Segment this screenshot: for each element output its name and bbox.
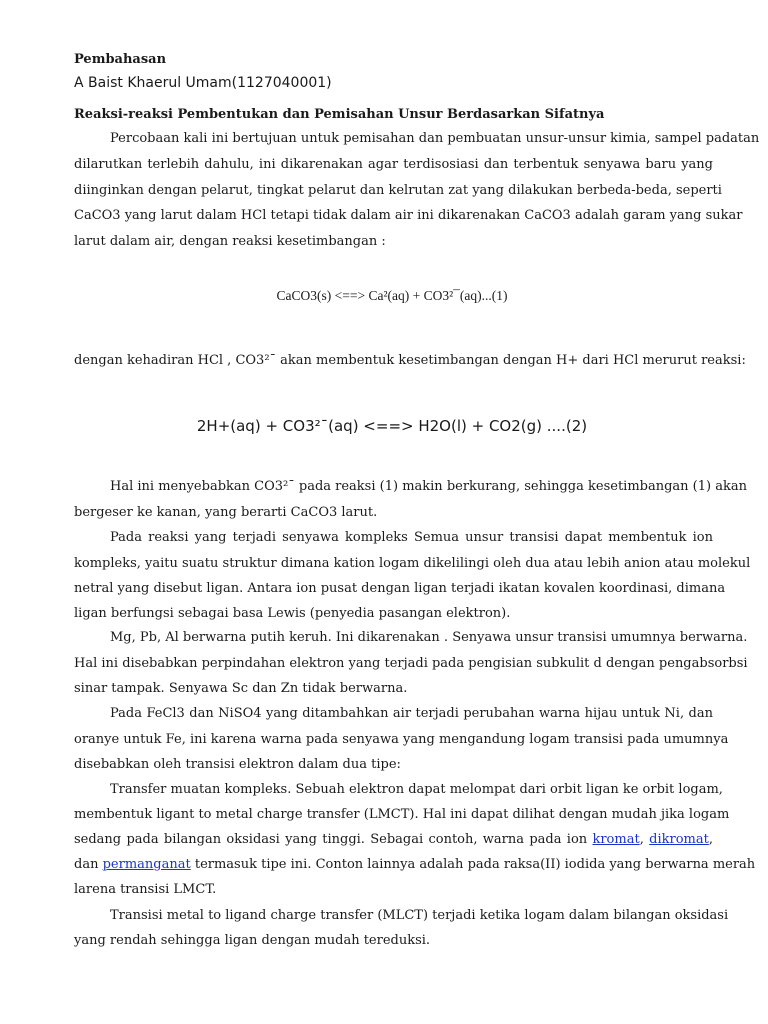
para7-line5: larena transisi LMCT. bbox=[74, 882, 217, 897]
para4-line3: netral yang disebut ligan. Antara ion pusat dengan ligan terjadi ikatan kovalen koordinasi, dimana bbox=[74, 581, 726, 596]
para8-line1: Transisi metal to ligand charge transfer (MLCT) terjadi ketika logam dalam bilangan oksidasi bbox=[110, 908, 729, 923]
para7-line4 bbox=[74, 857, 755, 872]
para6-line1: Pada FeCl3 dan NiSO4 yang ditambahkan air terjadi perubahan warna hijau untuk Ni, dan bbox=[110, 706, 713, 721]
link-separator: , bbox=[639, 832, 644, 847]
sentence-hcl: dengan kehadiran HCl , CO3²¯ akan membentuk kesetimbangan dengan H+ dari HCl merurut reaksi: bbox=[74, 353, 746, 368]
equation-2: 2H+(aq) + CO3²¯(aq) <==> H2O(l) + CO2(g) ....(2) bbox=[196, 417, 588, 435]
para4-line4: ligan berfungsi sebagai basa Lewis (penyedia pasangan elektron). bbox=[74, 606, 511, 621]
para3-line2: bergeser ke kanan, yang berarti CaCO3 larut. bbox=[74, 505, 378, 520]
para5-line3: sinar tampak. Senyawa Sc dan Zn tidak berwarna. bbox=[74, 681, 408, 696]
para8-line2: yang rendah sehingga ligan dengan mudah tereduksi. bbox=[74, 933, 431, 948]
para7-line2: membentuk ligant to metal charge transfer (LMCT). Hal ini dapat dilihat dengan mudah jika logam bbox=[74, 807, 730, 822]
author-line: A Baist Khaerul Umam(1127040001) bbox=[74, 75, 332, 91]
para7-line1: Transfer muatan kompleks. Sebuah elektron dapat melompat dari orbit ligan ke orbit logam, bbox=[110, 782, 723, 797]
section-heading: Pembahasan bbox=[74, 52, 167, 67]
para1-line1: Percobaan kali ini bertujuan untuk pemisahan dan pembuatan unsur-unsur kimia, sampel padatan bbox=[110, 131, 760, 146]
link-kromat[interactable]: kromat bbox=[592, 832, 640, 847]
para7-line4-post: termasuk tipe ini. Conton lainnya adalah pada raksa(II) iodida yang berwarna merah bbox=[194, 857, 756, 872]
para6-line3: disebabkan oleh transisi elektron dalam dua tipe: bbox=[74, 757, 401, 772]
para6-line2: oranye untuk Fe, ini karena warna pada senyawa yang mengandung logam transisi pada umumnya bbox=[74, 732, 729, 747]
link-permanganat[interactable]: permanganat bbox=[102, 857, 191, 872]
para1-line3: diinginkan dengan pelarut, tingkat pelarut dan kelrutan zat yang dilakukan berbeda-beda, seperti bbox=[74, 183, 722, 198]
document-title: Reaksi-reaksi Pembentukan dan Pemisahan Unsur Berdasarkan Sifatnya bbox=[74, 107, 605, 122]
para5-line1: Mg, Pb, Al berwarna putih keruh. Ini dikarenakan . Senyawa unsur transisi umumnya berwarna. bbox=[110, 630, 748, 645]
para1-line2: dilarutkan terlebih dahulu, ini dikarenakan agar terdisosiasi dan terbentuk senyawa baru yang bbox=[74, 157, 713, 172]
para3-line1: Hal ini menyebabkan CO3²¯ pada reaksi (1) makin berkurang, sehingga kesetimbangan (1) akan bbox=[110, 479, 747, 494]
para7-line3-text: sedang pada bilangan oksidasi yang tinggi. Sebagai contoh, warna pada ion bbox=[74, 832, 588, 847]
equation-1: CaCO3(s) <==> Ca²(aq) + CO3²¯(aq)...(1) bbox=[276, 288, 508, 303]
para4-line2: kompleks, yaitu suatu struktur dimana kation logam dikelilingi oleh dua atau lebih anion atau molekul bbox=[74, 556, 751, 571]
link-dikromat[interactable]: dikromat bbox=[649, 832, 709, 847]
para1-line5: larut dalam air, dengan reaksi kesetimbangan : bbox=[74, 234, 386, 249]
para7-line4-pre: dan bbox=[74, 857, 99, 872]
para1-line4: CaCO3 yang larut dalam HCl tetapi tidak dalam air ini dikarenakan CaCO3 adalah garam yang sukar bbox=[74, 208, 743, 223]
line-end-comma: , bbox=[708, 832, 713, 847]
para5-line2: Hal ini disebabkan perpindahan elektron yang terjadi pada pengisian subkulit d dengan pengabsorbsi bbox=[74, 656, 748, 671]
para7-line3 bbox=[74, 832, 713, 847]
para4-line1: Pada reaksi yang terjadi senyawa kompleks Semua unsur transisi dapat membentuk ion bbox=[110, 530, 713, 545]
